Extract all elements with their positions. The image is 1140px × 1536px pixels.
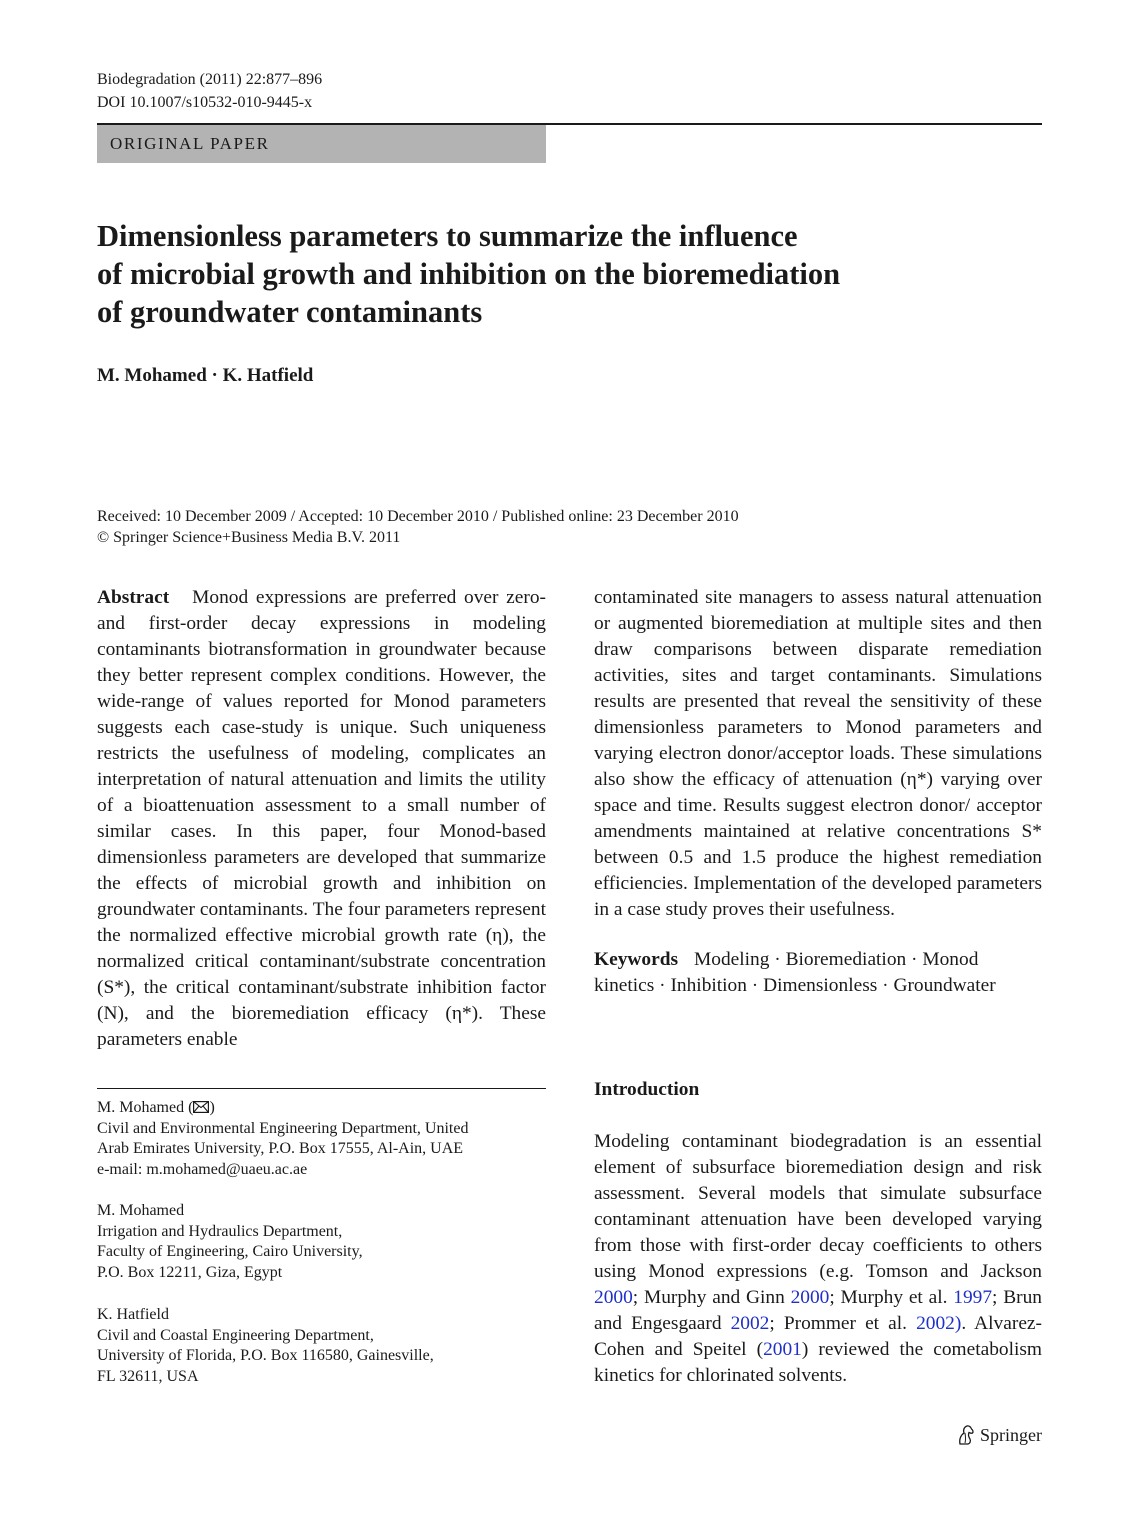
publisher-logo (956, 1423, 1042, 1447)
paper-title (97, 217, 997, 331)
affiliation-line: University of Florida, P.O. Box 116580, Gainesville, (97, 1347, 434, 1365)
title-line: of microbial growth and inhibition on the bioremediation (97, 257, 841, 291)
affiliation-line: Civil and Environmental Engineering Department, United (97, 1119, 469, 1137)
affiliation-line: Civil and Coastal Engineering Department, (97, 1326, 374, 1344)
intro-text: ; Prommer et al. (769, 1313, 917, 1334)
section-heading: Introduction (594, 1079, 700, 1100)
abstract-text-right: contaminated site managers to assess natural attenuation or augmented bioremediation at multiple sites and then draw comparisons between disparate remediation activities, sites and target contaminants. Simulations results are presented that reveal the sensitivity of these dimensionless parameters to Monod parameters and varying electron donor/acceptor loads. These simulations also show the efficacy of attenuation (η*) varying over space and time. Results suggest electron donor/ acceptor amendments maintained at relative concentrations S* between 0.5 and 1.5 produce the highest remediation efficiencies. Implementation of the developed parameters in a case study proves their usefulness. (594, 587, 1042, 920)
affiliation-block (97, 1098, 546, 1180)
intro-text: ; Murphy and Ginn (632, 1287, 791, 1308)
journal-citation: Biodegradation (2011) 22:877–896 (97, 71, 323, 88)
title-line: of groundwater contaminants (97, 295, 483, 329)
affiliation-author: M. Mohamed (97, 1202, 185, 1219)
envelope-icon (193, 1101, 209, 1113)
keywords (594, 947, 1042, 999)
paper-type-banner: ORIGINAL PAPER (97, 125, 546, 163)
affiliation-author: K. Hatfield (97, 1306, 169, 1323)
publisher-name: Springer (980, 1425, 1042, 1445)
introduction-text (594, 1129, 1042, 1389)
citation-link[interactable]: 2000 (790, 1287, 830, 1308)
affiliation-line: Irrigation and Hydraulics Department, (97, 1222, 343, 1240)
journal-header (97, 68, 322, 114)
intro-text: ; Brun and Engesgaard (594, 1287, 1042, 1334)
publication-dates (97, 506, 739, 548)
history-dates: Received: 10 December 2009 / Accepted: 10 December 2010 / Published online: 23 December 2010 (97, 508, 739, 525)
intro-text: ; Murphy et al. (829, 1287, 954, 1308)
intro-text: ) reviewed the cometabolism kinetics for chlorinated solvents. (594, 1339, 1043, 1386)
citation-link[interactable]: 2002 (730, 1313, 770, 1334)
abstract-label: Abstract (97, 587, 170, 608)
citation-link[interactable]: 1997 (953, 1287, 993, 1308)
citation-link[interactable]: 2002) (916, 1313, 962, 1334)
title-line: Dimensionless parameters to summarize the influence (97, 219, 798, 253)
footnote-rule (97, 1088, 546, 1089)
abstract-right-column (594, 585, 1042, 923)
abstract-left-column (97, 585, 546, 1053)
citation-link[interactable]: 2001 (763, 1339, 802, 1360)
copyright: © Springer Science+Business Media B.V. 2011 (97, 529, 401, 546)
abstract-text-left: Monod expressions are preferred over zero- and first-order decay expressions in modeling contaminants biotransformation in groundwater because they better represent complex conditions. However, the wide-range of values reported for Monod parameters suggests each case-study is unique. Such uniqueness restricts the usefulness of modeling, complicates an interpretation of natural attenuation and limits the utility of a bioattenuation assessment to a small number of similar cases. In this paper, four Monod-based dimensionless parameters are developed that summarize the effects of microbial growth and inhibition on groundwater contaminants. The four parameters represent the normalized effective microbial growth rate (η), the normalized critical contaminant/substrate concentration (S*), the critical contaminant/substrate inhibition factor (N), and the bioremediation efficacy (η*). These parameters enable (97, 587, 546, 1050)
affiliation-line: Arab Emirates University, P.O. Box 17555, Al-Ain, UAE (97, 1140, 464, 1158)
affiliation-author-close: ) (209, 1099, 215, 1116)
email-link[interactable]: e-mail: m.mohamed@uaeu.ac.ae (97, 1160, 308, 1178)
keywords-label: Keywords (594, 949, 679, 970)
affiliation-line: P.O. Box 12211, Giza, Egypt (97, 1263, 283, 1281)
keywords-text: Modeling · Bioremediation · Monod kinetics · Inhibition · Dimensionless · Groundwater (594, 949, 996, 996)
springer-horse-icon (956, 1424, 976, 1446)
intro-text: Modeling contaminant biodegradation is an essential element of subsurface bioremediation design and risk assessment. Several models that simulate subsurface contaminant attenuation have been developed varying from those with first-order decay coefficients to others using Monod expressions (e.g. Tomson and Jackson (594, 1131, 1042, 1282)
intro-text: . Alvarez-Cohen and Speitel ( (594, 1313, 1042, 1360)
affiliation-block (97, 1201, 546, 1283)
doi: DOI 10.1007/s10532-010-9445-x (97, 94, 313, 111)
affiliation-line: Faculty of Engineering, Cairo University, (97, 1243, 363, 1261)
affiliation-author: M. Mohamed ( (97, 1099, 194, 1116)
affiliation-block (97, 1305, 546, 1387)
citation-link[interactable]: 2000 (594, 1287, 633, 1308)
authors: M. Mohamed · K. Hatfield (97, 365, 314, 386)
affiliation-line: FL 32611, USA (97, 1367, 199, 1385)
